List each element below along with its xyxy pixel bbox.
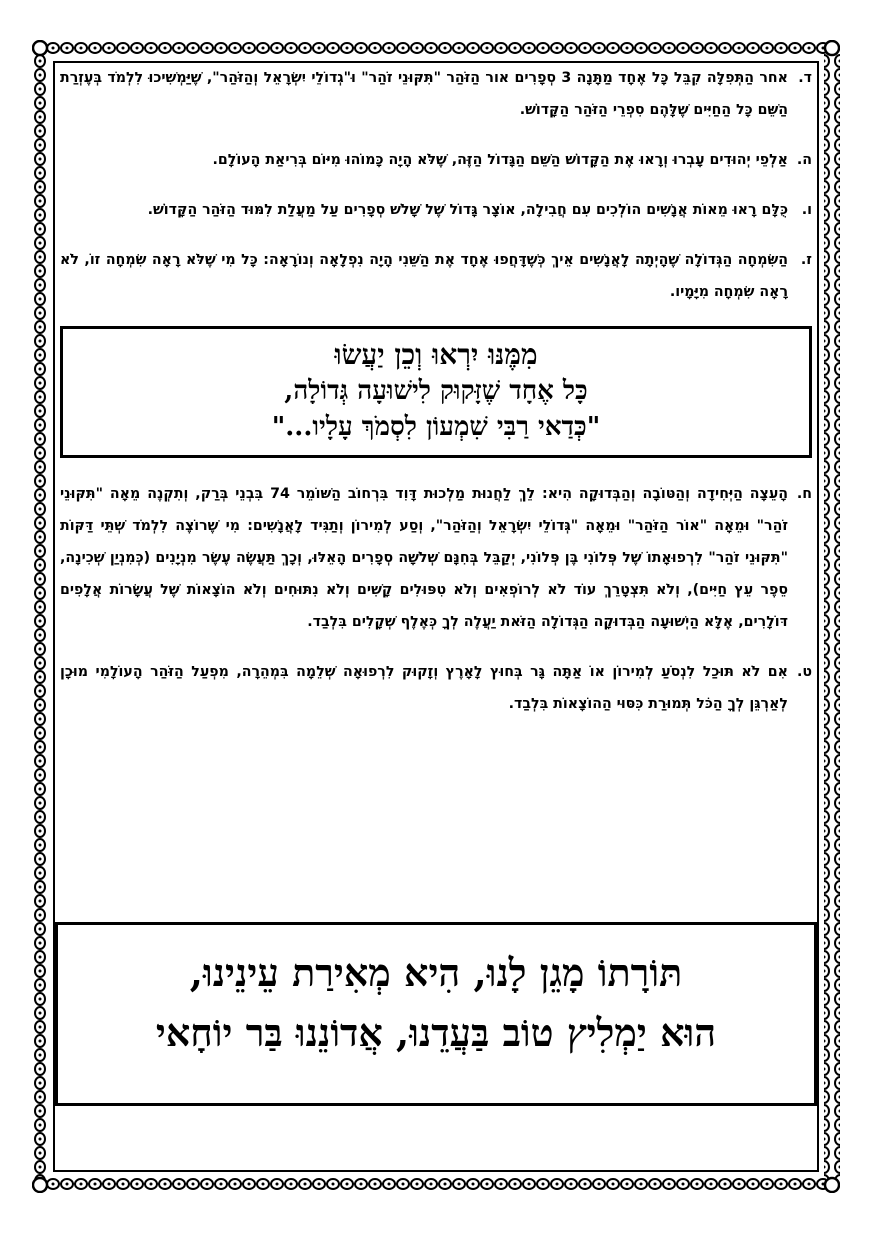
paragraph-letter: ז. — [800, 252, 812, 268]
paragraph-text: אַלְפֵי יְהוּדִים עָבְרוּ וְרָאוּ אֶת הַקָּדוֹשׁ הַשֵּׁם הַגָּדוֹל הַזֶּה, שֶׁלֹּא הָיָה כָּמוֹהוּ מִיּוֹם בְּרִיאַת הָעוֹלָם. — [212, 152, 788, 168]
paragraph-letter: ח. — [796, 486, 812, 502]
main-content — [60, 62, 812, 738]
highlight-line-1: מִמֶּנּוּ יִרְאוּ וְכֵן יַעֲשׂוּ — [334, 338, 538, 371]
closing-line-2: הוּא יַמְלִיץ טוֹב בַּעֲדֵנוּ, אֲדוֹנֵנוּ בַּר יוֹחָאי — [155, 1010, 717, 1055]
highlight-box — [60, 326, 812, 458]
paragraph-letter: ט. — [796, 664, 812, 680]
paragraph-zayin — [60, 244, 812, 308]
paragraph-he — [60, 144, 812, 176]
paragraph-tet — [60, 656, 812, 720]
paragraph-letter: ו. — [801, 202, 812, 218]
closing-box — [55, 922, 817, 1106]
highlight-line-2: כָּל אֶחָד שֶׁזָּקוּק לִישׁוּעָה גְּדוֹלָה, — [284, 376, 588, 406]
paragraph-chet — [60, 478, 812, 638]
paragraph-text: אִם לֹא תּוּכַל לִנְסֹעַ לְמִירוֹן אוֹ אַתָּה גָּר בְּחוּץ לָאָרֶץ וְזָקוּק לִרְפוּאָה שְׁלֵמָה בִּמְהֵרָה, מִפְעַל הַזֹּהַר הָעוֹלָמִי מוּכָן לְאַרְגֵּן לְךָ הַכֹּל תְּמוּרַת כִּסּוּי הַהוֹצָאוֹת בִּלְבַד. — [60, 664, 788, 712]
paragraph-text: כֻּלָּם רָאוּ מֵאוֹת אֲנָשִׁים הוֹלְכִים עִם חֲבִילָה, אוֹצָר גָּדוֹל שֶׁל שָׁלֹשׁ סְפָרִים עַל מַעֲלַת לִמּוּד הַזֹּהַר הַקָּדוֹשׁ. — [147, 202, 788, 218]
paragraph-text: הַשִּׂמְחָה הַגְּדוֹלָה שֶׁהָיְתָה לָאֲנָשִׁים אֵיךְ כְּשֶׁדָּחֲפוּ אֶחָד אֶת הַשֵּׁנִי הָיָה נִפְלָאָה וְנוֹרָאָה: כָּל מִי שֶׁלֹּא רָאָה שִׂמְחָה זוֹ, לֹא רָאָה שִׂמְחָה מִיָּמָיו. — [60, 252, 788, 300]
paragraph-letter: ה. — [796, 152, 812, 168]
paragraph-letter: ד. — [798, 70, 812, 86]
closing-line-1: תּוֹרָתוֹ מָגֵן לָנוּ, הִיא מְאִירַת עֵינֵינוּ, — [189, 950, 683, 995]
paragraph-text: הָעֵצָה הַיְּחִידָה וְהַטּוֹבָה וְהַבְּדוּקָה הִיא: לֵךְ לַחֲנוּת מַלְכוּת דָּוִד בִּרְחוֹב הַשּׁוֹמֵר 74 בִּבְנֵי בְּרַק, וְתִקְנֶה מֵאָה "תִּקּוּנֵי זֹהַר" וּמֵאָה "אוֹר הַזֹּהַר" וּמֵאָה "גְּדוֹלֵי יִשְׂרָאֵל וְהַזֹּהַר", וְסַע לְמִירוֹן וְתַגִּיד לָאֲנָשִׁים: מִי שֶׁרוֹצֶה לִלְמֹד שְׁתֵּי דַּקּוֹת "תִּקּוּנֵי זֹהַר" לִרְפוּאָתוֹ שֶׁל פְּלוֹנִי בֶּן פְּלוֹנִי, יְקַבֵּל בְּחִנָּם שְׁלֹשָׁה סְפָרִים הָאֵלּוּ, וְכָךְ תַּעֲשֶׂה עֶשֶׂר מִנְיָנִים (כְּמִנְיַן שְׁכִינָה, סֵפֶר עֵץ חַיִּים), וְלֹא תִּצְטָרֵךְ עוֹד לֹא לְרוֹפְאִים וְלֹא טִפּוּלִים קָשִׁים וְלֹא נִתּוּחִים וְלֹא הוֹצָאוֹת שֶׁל עֲשָׂרוֹת אֲלָפִים דּוֹלָרִים, אֶלָּא הַיְשׁוּעָה הַבְּדוּקָה הַגְּדוֹלָה הַזֹּאת יַעֲלֶה לְךָ כְּאֶלֶף שְׁקָלִים בִּלְבַד. — [60, 486, 788, 630]
paragraph-text: אחר הַתְּפִלָּה קִבֵּל כָּל אֶחָד מַתָּנָה 3 סְפָרִים אור הַזֹּהַר "תִּקּוּנֵי זֹהַר" וּ"גְדוֹלֵי יִשְׂרָאֵל וְהַזֹּהַר", שֶׁיַּמְשִׁיכוּ לִלְמֹד בְּעֶזְרַת הַשֵּׁם כָּל הַחַיִּים שֶׁלָּהֶם סִפְרֵי הַזֹּהַר הַקָּדוֹשׁ. — [60, 70, 788, 118]
highlight-line-3: "כְּדַאי רַבִּי שִׁמְעוֹן לִסְמֹךְ עָלָיו..." — [271, 412, 601, 442]
paragraph-dalet — [60, 62, 812, 126]
paragraph-vav — [60, 194, 812, 226]
